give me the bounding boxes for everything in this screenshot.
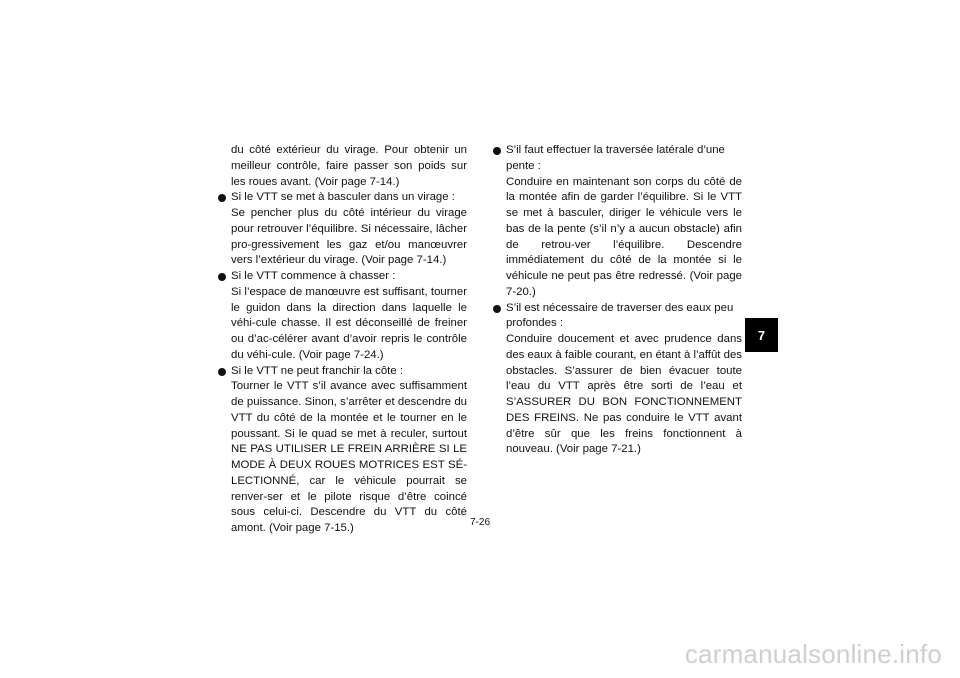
item-heading: S’il faut effectuer la traversée latérale d’une pente : [506,144,725,172]
watermark: carmanualsonline.info [684,639,942,669]
item-text: Tourner le VTT s’il avance avec suffisamment de puissance. Sinon, s’arrêter et descendre du VTT du côté de la montée et le tourner en le poussant. Si le quad se met à reculer, surtout NE PAS UTILISER LE FREIN ARRIÈRE SI LE MODE À DEUX ROUES MOTRICES EST SÉ-LECTIONNÉ, car le véhicule pourrait se renver-ser et le pilote risque d’être coincé sous celui-ci. Descendre du VTT du côté amont. (Voir page 7-15.) [231,380,467,534]
list-item [493,143,742,301]
list-item [493,301,742,459]
list-item [218,269,467,364]
item-heading: Si le VTT ne peut franchir la côte : [231,364,403,377]
chapter-tab: 7 [745,318,778,352]
bullet-icon [218,194,226,202]
list-item [218,364,467,537]
page-number: 7-26 [469,517,490,528]
item-text: Conduire en maintenant son corps du côté de la montée afin de garder l’équilibre. Si le VTT se met à basculer, diriger le véhicule vers le bas de la pente (s’il n’y a aucun obstacle) afin de retrou-ver l’équilibre. Descendre immédiatement du côté de la montée si le véhicule ne peut pas être redressé. (Voir page 7-20.) [506,175,742,298]
bullet-icon [493,305,501,313]
item-heading: Si le VTT se met à basculer dans un virage : [231,191,455,204]
right-column [493,143,742,458]
item-text: Se pencher plus du côté intérieur du virage pour retrouver l’équilibre. Si nécessaire, lâcher pro-gressivement les gaz et/ou manœuvrer vers l’extérieur du virage. (Voir page 7-14.) [231,207,467,267]
list-item [218,190,467,269]
item-heading: Si le VTT commence à chasser : [231,270,396,282]
item-text: Si l’espace de manœuvre est suffisant, tourner le guidon dans la direction dans laquelle le véhi-cule chasse. Il est déconseillé de freiner ou d’ac-célérer avant d’avoir repris le contrôle du véhi-cule. (Voir page 7-24.) [231,285,467,361]
item-text: Conduire doucement et avec prudence dans des eaux à faible courant, en étant à l’affût des obstacles. S’assurer de bien évacuer toute l’eau du VTT après être sorti de l’eau et S’ASSURER DU BON FONCTIONNEMENT DES FREINS. Ne pas conduire le VTT avant d’être sûr que les freins fonctionnent à nouveau. (Voir page 7-21.) [506,333,742,456]
bullet-icon [218,273,226,281]
intro-paragraph: du côté extérieur du virage. Pour obtenir un meilleur contrôle, faire passer son poids sur les roues avant. (Voir page 7-14.) [231,144,467,188]
bullet-icon [493,147,501,155]
left-column [218,143,467,537]
item-heading: S’il est nécessaire de traverser des eaux peu profondes : [506,301,734,330]
bullet-icon [218,368,226,376]
